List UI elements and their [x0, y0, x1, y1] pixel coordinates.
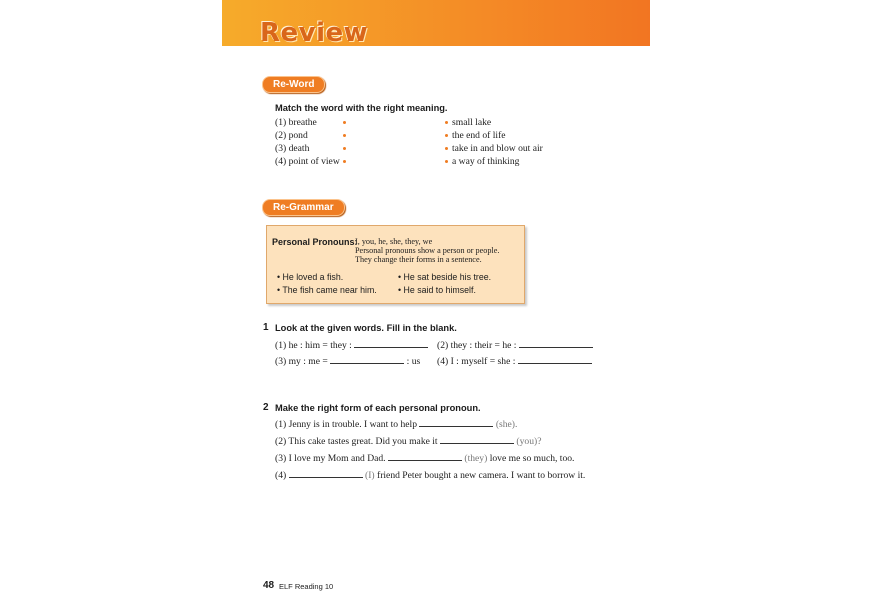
ex1-item-1-text: (1) he : him = they :: [275, 340, 352, 351]
match-dot-left-2[interactable]: [343, 134, 346, 137]
exercise-1-number: 1: [263, 322, 269, 333]
match-dot-right-4[interactable]: [445, 160, 448, 163]
re-word-tab: Re-Word: [262, 76, 325, 93]
ex2-item-4: [275, 469, 585, 481]
ex2-item-4-label: (4): [275, 470, 287, 481]
grammar-example-4: • He said to himself.: [398, 285, 476, 295]
ex2-item-4-hint: (I): [365, 470, 375, 481]
ex2-blank-4[interactable]: [289, 469, 363, 478]
ex1-item-4-text: (4) I : myself = she :: [437, 356, 516, 367]
right-meaning-1: small lake: [452, 117, 492, 128]
grammar-box-title: Personal Pronouns:: [272, 237, 358, 247]
ex2-blank-2[interactable]: [440, 435, 514, 444]
match-dot-left-1[interactable]: [343, 121, 346, 124]
ex2-item-3: [275, 452, 574, 464]
ex2-item-2: [275, 435, 541, 447]
match-dot-left-4[interactable]: [343, 160, 346, 163]
grammar-example-3: • The fish came near him.: [277, 285, 377, 295]
ex1-item-2-text: (2) they : their = he :: [437, 340, 517, 351]
exercise-1-instruction: Look at the given words. Fill in the blank.: [275, 323, 457, 333]
ex2-item-3-text: (3) I love my Mom and Dad.: [275, 453, 386, 464]
ex2-item-2-hint: (you)?: [516, 436, 542, 447]
header-banner: [222, 0, 650, 46]
grammar-example-1: • He loved a fish.: [277, 272, 344, 282]
ex2-item-1: [275, 418, 517, 430]
left-word-1: (1) breathe: [275, 117, 317, 128]
ex1-blank-3[interactable]: [330, 355, 404, 364]
match-dot-left-3[interactable]: [343, 147, 346, 150]
match-dot-right-2[interactable]: [445, 134, 448, 137]
re-word-instruction: Match the word with the right meaning.: [275, 103, 448, 113]
exercise-2-instruction: Make the right form of each personal pronoun.: [275, 403, 481, 413]
ex1-blank-1[interactable]: [354, 339, 428, 348]
right-meaning-3: take in and blow out air: [452, 143, 543, 154]
right-meaning-4: a way of thinking: [452, 156, 520, 167]
book-title: ELF Reading 10: [279, 582, 334, 591]
match-dot-right-1[interactable]: [445, 121, 448, 124]
workbook-page: [222, 0, 650, 612]
ex2-item-2-text: (2) This cake tastes great. Did you make it: [275, 436, 438, 447]
ex2-item-4-rest: friend Peter bought a new camera. I want to borrow it.: [377, 470, 586, 481]
ex1-blank-4[interactable]: [518, 355, 592, 364]
ex2-item-3-hint: (they): [464, 453, 488, 464]
ex1-item-3-text: (3) my : me =: [275, 356, 328, 367]
grammar-box: [266, 225, 525, 304]
ex1-item-4: [437, 355, 592, 367]
re-grammar-tab: Re-Grammar: [262, 199, 345, 216]
exercise-2-number: 2: [263, 402, 269, 413]
ex1-item-2: [437, 339, 593, 351]
right-meaning-2: the end of life: [452, 130, 506, 141]
ex2-item-1-hint: (she).: [495, 419, 518, 430]
ex1-item-3: [275, 355, 420, 367]
left-word-2: (2) pond: [275, 130, 308, 141]
page-title: Review: [260, 18, 369, 48]
left-word-4: (4) point of view: [275, 156, 340, 167]
grammar-line-3: They change their forms in a sentence.: [355, 255, 482, 264]
match-dot-right-3[interactable]: [445, 147, 448, 150]
ex1-item-1: [275, 339, 428, 351]
page-number: 48: [263, 580, 275, 591]
grammar-example-2: • He sat beside his tree.: [398, 272, 492, 282]
ex2-item-1-text: (1) Jenny is in trouble. I want to help: [275, 419, 418, 430]
grammar-line-1: I, you, he, she, they, we: [355, 237, 433, 246]
ex2-blank-3[interactable]: [388, 452, 462, 461]
left-word-3: (3) death: [275, 143, 310, 154]
ex1-blank-2[interactable]: [519, 339, 593, 348]
ex2-blank-1[interactable]: [419, 418, 493, 427]
ex1-item-3-suffix: : us: [406, 356, 421, 367]
grammar-line-2: Personal pronouns show a person or people.: [355, 246, 500, 255]
ex2-item-3-rest: love me so much, too.: [489, 453, 575, 464]
